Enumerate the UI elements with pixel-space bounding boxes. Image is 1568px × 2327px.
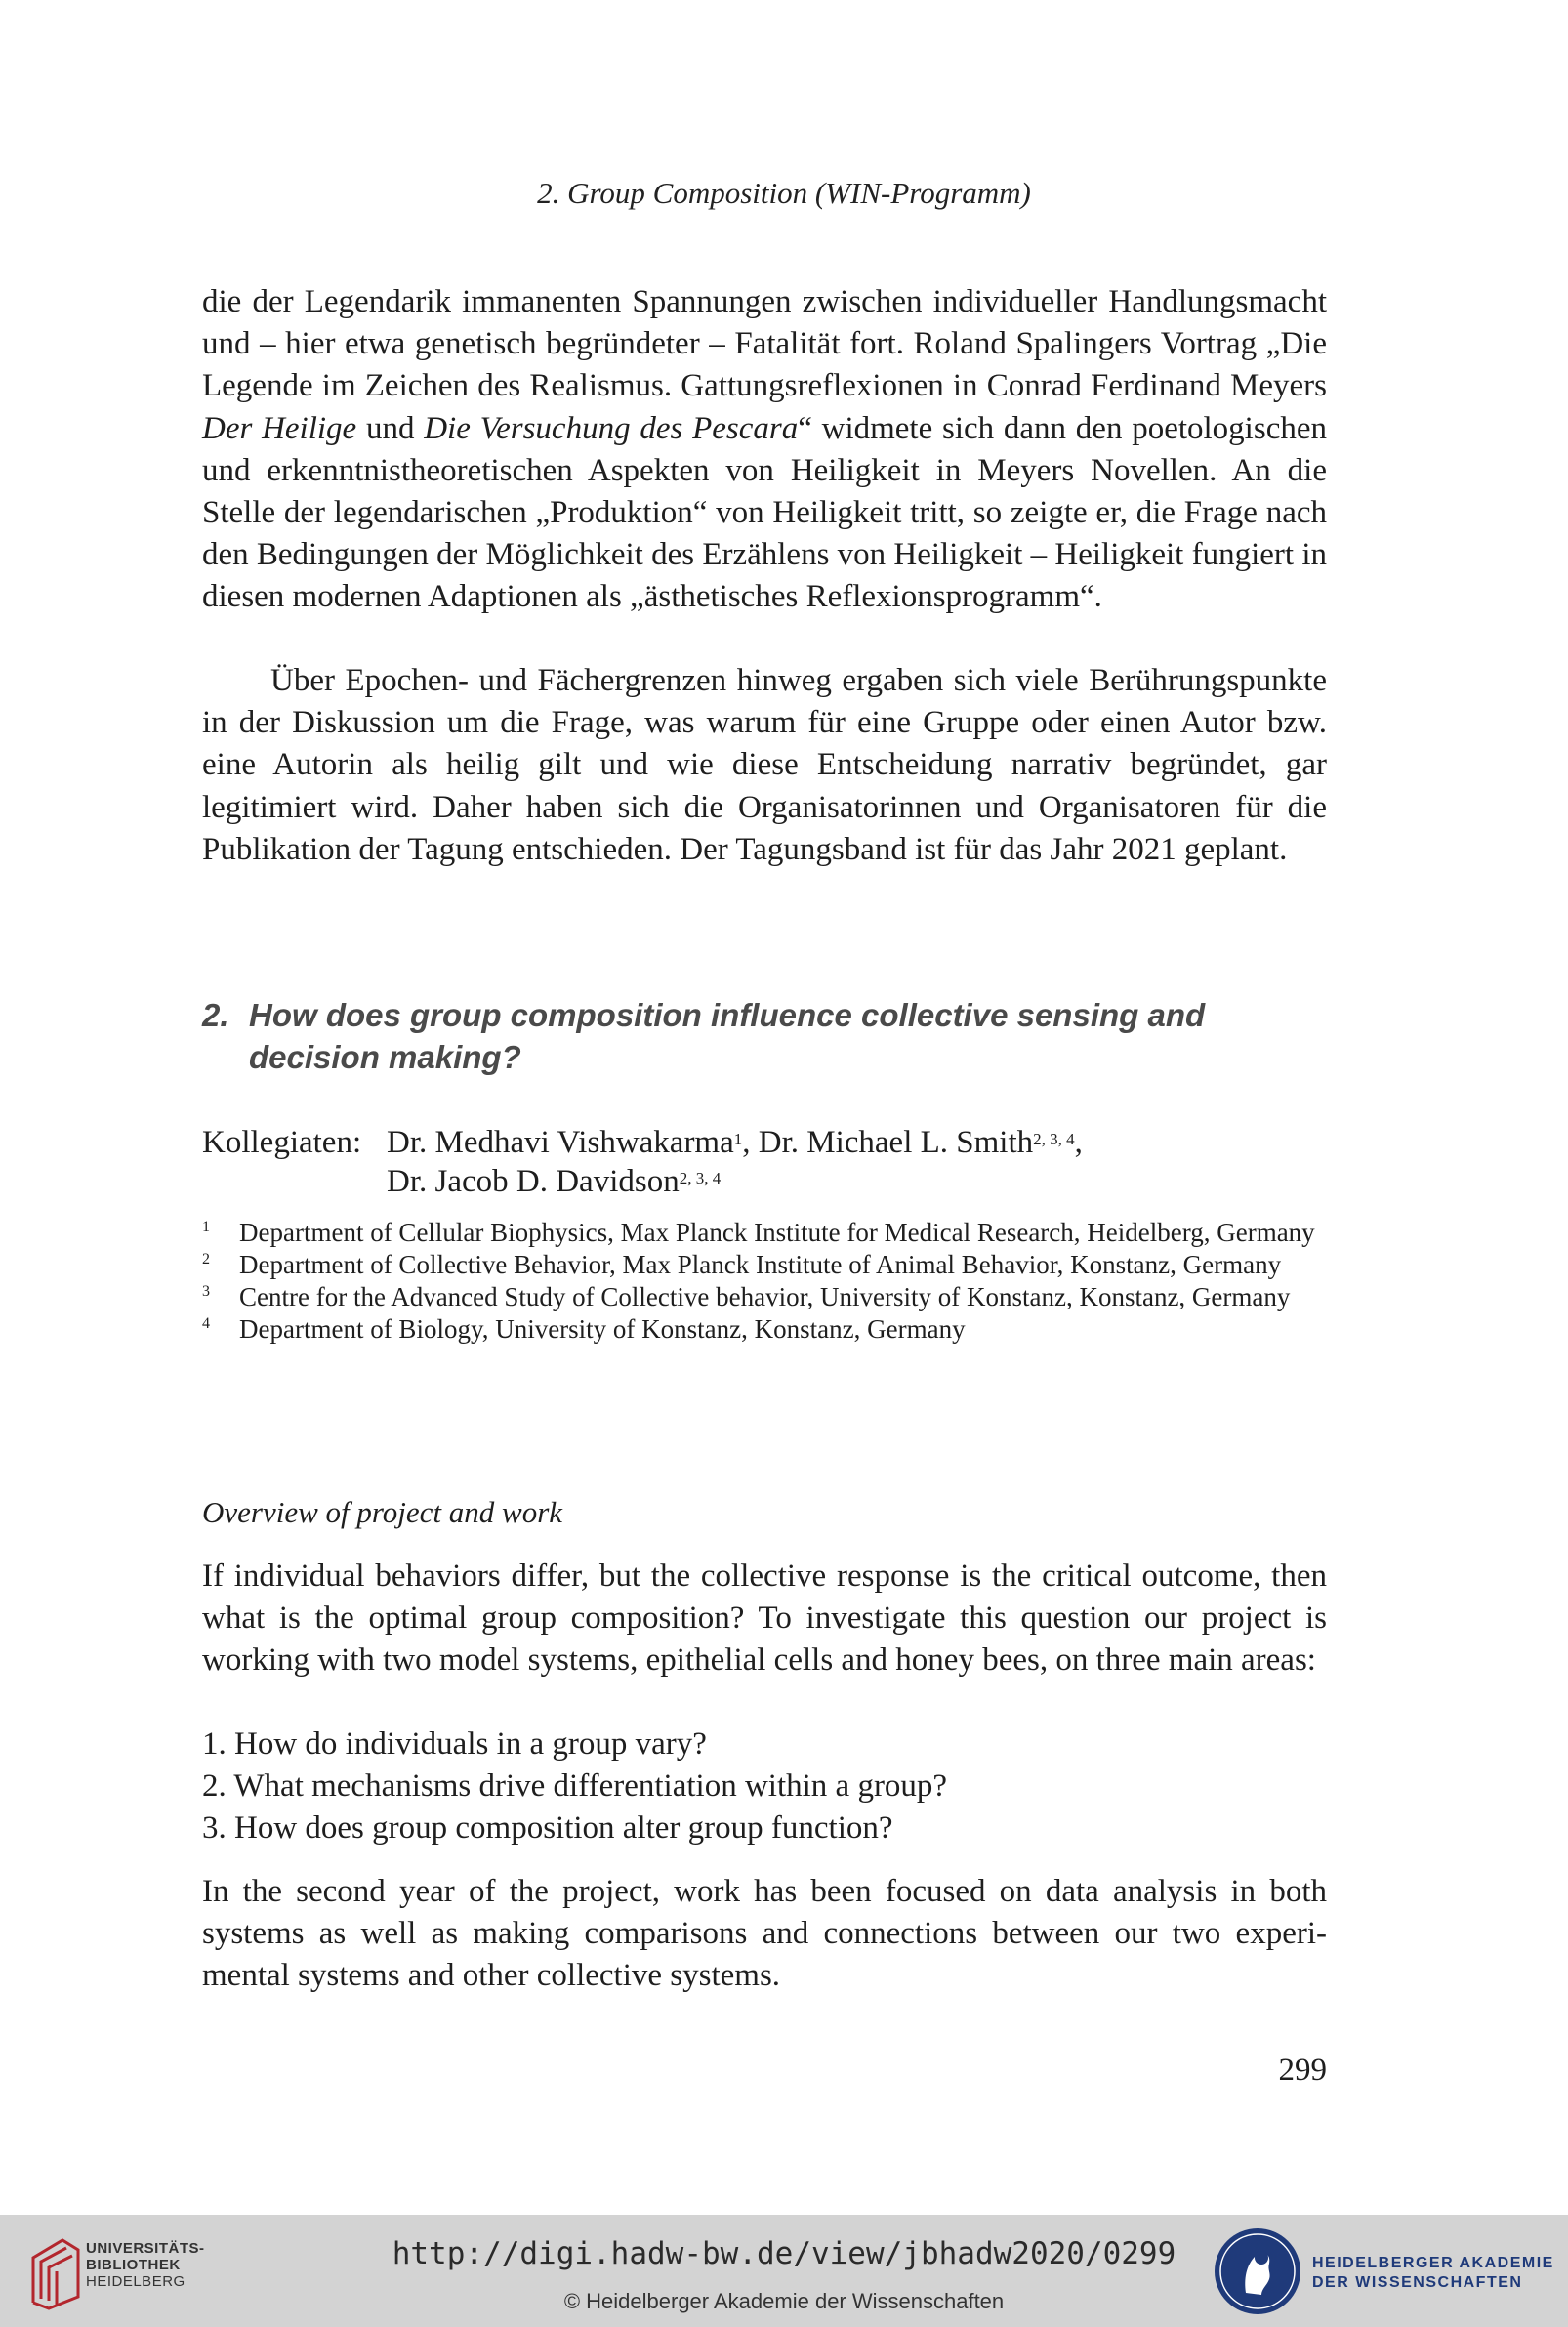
colleagues-names: Dr. Medhavi Vishwakarma$^1$, Dr. Michael L. Smith$^{2, 3, 4}$, Dr. Jacob D. Davidson$^{2, 3, 4}$ bbox=[387, 1125, 1083, 1199]
section-heading bbox=[202, 994, 1327, 1078]
running-head: 2. Group Composition (WIN-Programm) bbox=[537, 176, 1031, 210]
affiliations-list bbox=[202, 1217, 1327, 1346]
intro-paragraph bbox=[202, 281, 1327, 619]
work-title: Der Heilige bbox=[202, 410, 357, 446]
overview-heading: Overview of project and work bbox=[202, 1495, 563, 1529]
affiliation-mark: 4 bbox=[202, 1315, 210, 1332]
affiliation-item bbox=[202, 1217, 1327, 1249]
page-number: 299 bbox=[1278, 2053, 1327, 2088]
university-library-wordmark: UNIVERSITÄTS- BIBLIOTHEK HEIDELBERG bbox=[86, 2240, 205, 2290]
affiliation-ref: 2, 3, 4 bbox=[679, 1169, 722, 1187]
copyright-notice: © Heidelberger Akademie der Wissenschaften bbox=[563, 2289, 1005, 2313]
section-number: 2. bbox=[202, 997, 229, 1033]
list-item: 3. How does group composition alter group function? bbox=[202, 1810, 893, 1847]
affiliation-item bbox=[202, 1281, 1327, 1313]
academy-wordmark: HEIDELBERGER AKADEMIE DER WISSENSCHAFTEN bbox=[1312, 2255, 1554, 2291]
affiliation-item bbox=[202, 1249, 1327, 1281]
footer-bar bbox=[0, 2215, 1568, 2327]
colleague-name: Dr. Medhavi Vishwakarma bbox=[387, 1125, 734, 1160]
section-title: How does group composition influence collective sensing and decision making? bbox=[249, 997, 1206, 1075]
colleague-name: Dr. Michael L. Smith bbox=[758, 1125, 1034, 1160]
questions-list bbox=[202, 1724, 1327, 1850]
affiliation-ref: 2, 3, 4 bbox=[1033, 1130, 1075, 1148]
colleague-name: Dr. Jacob D. Davidson bbox=[387, 1164, 680, 1199]
work-title: Die Versuchung des Pescara bbox=[424, 410, 799, 446]
source-url-link[interactable]: http://digi.hadw-bw.de/view/jbhadw2020/0299 bbox=[392, 2236, 1176, 2271]
overview-paragraph: If individual behaviors differ, but the collective response is the critical outcome, then what is the optimal group composition? To investigate this question our project is working with two model systems, epithelial cells and honey bees, on three main areas: bbox=[202, 1558, 1327, 1679]
colleagues-label: Kollegiaten: bbox=[202, 1125, 362, 1160]
affiliation-text: Department of Collective Behavior, Max Planck Institute of Animal Behavior, Konstanz, Germany bbox=[239, 1250, 1282, 1279]
affiliation-mark: 3 bbox=[202, 1283, 210, 1300]
academy-seal-icon bbox=[1211, 2224, 1304, 2318]
affiliation-ref: 1 bbox=[733, 1130, 743, 1148]
affiliation-text: Department of Biology, University of Konstanz, Konstanz, Germany bbox=[239, 1314, 966, 1344]
affiliation-mark: 2 bbox=[202, 1251, 210, 1267]
second-paragraph: Über Epochen- und Fächergrenzen hinweg ergaben sich viele Berührungspunkte in der Diskussion um die Frage, was warum für eine Gruppe oder einen Autor bzw. eine Autorin als heilig gilt und wie diese Entscheidung narrativ begründet, gar legitimiert wird. Daher haben sich die Organisatorinnen und Organisatoren für die Publikation der Tagung entschieden. Der Tagungsband ist für das Jahr 2021 geplant. bbox=[202, 663, 1327, 867]
affiliation-text: Centre for the Advanced Study of Collective behavior, University of Konstanz, Konstanz, Germany bbox=[239, 1282, 1291, 1311]
list-item: 1. How do individuals in a group vary? bbox=[202, 1726, 707, 1762]
closing-paragraph: In the second year of the project, work has been focused on data analysis in both systems as well as making comparisons and connections between our two experimental systems and other collective systems. bbox=[202, 1874, 1327, 1994]
affiliation-item bbox=[202, 1313, 1327, 1346]
affiliation-text: Department of Cellular Biophysics, Max Planck Institute for Medical Research, Heidelberg, Germany bbox=[239, 1218, 1315, 1247]
list-item: 2. What mechanisms drive differentiation within a group? bbox=[202, 1768, 948, 1805]
intro-text: die der Legendarik immanenten Spannungen zwischen individueller Handlungsmacht und – hier etwa genetisch begründeter – Fatalität fort. Roland Spalingers Vortrag „Die Legende im Zeichen des Realismus. Gattungsreflexionen in Conrad Ferdinand Meyers Der Heilige und Die Versuchung des Pescara“ widmete sich dann den poetologischen und erkenntnistheoretischen Aspekten von Heiligkeit in Meyers Novellen. An die Stelle der legendarischen „Produktion“ von Heiligkeit tritt, so zeigte er, die Frage nach den Bedingungen der Möglichkeit des Erzählens von Heiligkeit – Heiligkeit fungiert in diesen modernen Adaptionen als „ästhetisches Reflexionsprogramm“. bbox=[202, 284, 1327, 615]
affiliation-mark: 1 bbox=[202, 1219, 210, 1235]
